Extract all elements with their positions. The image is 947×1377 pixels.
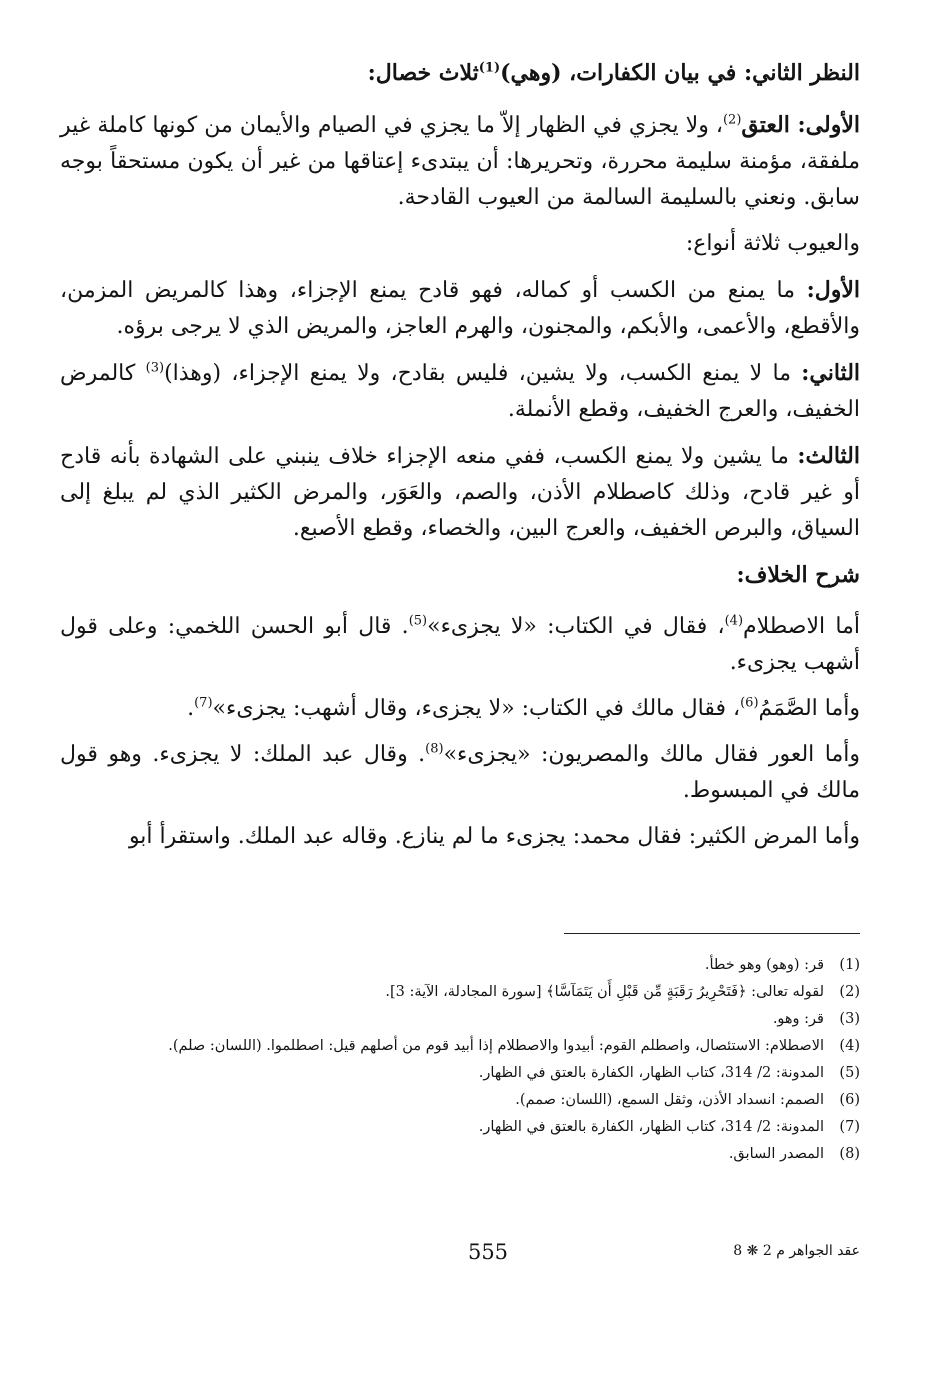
main-text: [60, 55, 860, 855]
subheading: شرح الخلاف:: [736, 562, 860, 588]
paragraph-type-one: الأول: ما يمنع من الكسب أو كماله، فهو قادح يمنع الإجزاء، وهذا كالمريض المزمن، والأقطع، والأعمى، والأبكم، والمجنون، والهرم العاجز، والمريض الذي لا يرجى برؤه.: [60, 277, 860, 339]
document-page: [60, 55, 860, 1355]
paragraph-type-three: الثالث: ما يشين ولا يمنع الكسب، ففي منعه الإجزاء خلاف ينبني على الشهادة بأنه قادح أو غير قادح، وذلك كاصطلام الأذن، والصم، والعَوَر، والمرض الكثير الذي لم يبلغ إلى السياق، والبرص الخفيف، والعرج البين، والخصاء، وقطع الأصبع.: [60, 443, 860, 541]
printer-signature: عقد الجواهر م 2 ❋ 8: [733, 1243, 860, 1259]
paragraph-lead: الثاني:: [801, 360, 861, 386]
footnote-ref: (8): [425, 741, 444, 757]
footnote-ref: (2): [722, 112, 742, 128]
footnote-ref: (3): [145, 360, 165, 376]
paragraph-first: الأولى: العتق$^{(2)}$، ولا يجزي في الظهار إلاّ ما يجزي في الصيام والأيمان من كونها كاملة غير ملفقة، مؤمنة سليمة محررة، وتحريرها: أن يبتدىء إعتاقها من غير أن يكون مستحقاً بوجه سابق. ونعني بالسليمة السالمة من العيوب القادحة.: [60, 112, 860, 210]
footnote-item: (1) قر: (وهو) وهو خطأ.: [704, 957, 860, 973]
footnote-item: (6) الصمم: انسداد الأذن، وثقل السمع، (اللسان: صمم).: [515, 1092, 860, 1108]
footnote-ref: (5): [408, 613, 428, 629]
footnote-item: (4) الاصطلام: الاستئصال، واصطلم القوم: أبيدوا والاصطلام إذا أبيد قوم من أصلهم قيل: اصطلموا. (اللسان: صلم).: [168, 1038, 860, 1054]
paragraph-type-two: الثاني: ما لا يمنع الكسب، ولا يشين، فليس بقادح، ولا يمنع الإجزاء، (وهذا)$^{(3)}$ كالمرض الخفيف، والعرج الخفيف، وقطع الأنملة.: [60, 360, 861, 422]
section-heading: النظر الثاني: في بيان الكفارات، (وهي)$^{(1)}$ثلاث خصال:: [367, 60, 860, 86]
footnote-item: (5) المدونة: 2/ 314، كتاب الظهار، الكفارة بالعتق في الظهار.: [478, 1065, 860, 1081]
footnote-item: (7) المدونة: 2/ 314، كتاب الظهار، الكفارة بالعتق في الظهار.: [478, 1119, 860, 1135]
paragraph-lead: الأولى: العتق: [741, 112, 860, 138]
paragraph-awar: وأما العور فقال مالك والمصريون: «يجزىء»$^{(8)}$. وقال عبد الملك: لا يجزىء. وهو قول مالك في المبسوط.: [60, 741, 860, 803]
paragraph-samam: وأما الصَّمَمُ$^{(6)}$، فقال مالك في الكتاب: «لا يجزىء، وقال أشهب: يجزىء»$^{(7)}$.: [187, 695, 860, 721]
page-number: 555: [467, 1240, 509, 1264]
paragraph-lead: الثالث:: [797, 443, 860, 469]
footnote-ref: (7): [194, 695, 213, 711]
footnote-item: (2) لقوله تعالى: ﴿فَتَحْرِيرُ رَقَبَةٍ مِّن قَبْلِ أَن يَتَمَآسَّا﴾ [سورة المجادلة، الآية: 3].: [385, 984, 860, 1000]
paragraph-istilam: أما الاصطلام$^{(4)}$، فقال في الكتاب: «لا يجزىء»$^{(5)}$. قال أبو الحسن اللخمي: وعلى قول أشهب يجزىء.: [60, 613, 860, 675]
paragraph-defects-intro: والعيوب ثلاثة أنواع:: [685, 231, 860, 256]
footnote-ref: (1): [478, 60, 501, 76]
footnote-ref: (4): [724, 613, 744, 629]
footnote-item: (3) قر: وهو.: [772, 1011, 860, 1027]
footnote-item: (8) المصدر السابق.: [728, 1146, 860, 1162]
footnote-divider: [564, 933, 860, 934]
footnotes: [60, 952, 860, 1168]
footnote-ref: (6): [740, 695, 759, 711]
paragraph-marad: وأما المرض الكثير: فقال محمد: يجزىء ما لم ينازع. وقاله عبد الملك. واستقرأ أبو: [128, 824, 860, 849]
paragraph-lead: الأول:: [806, 277, 860, 303]
